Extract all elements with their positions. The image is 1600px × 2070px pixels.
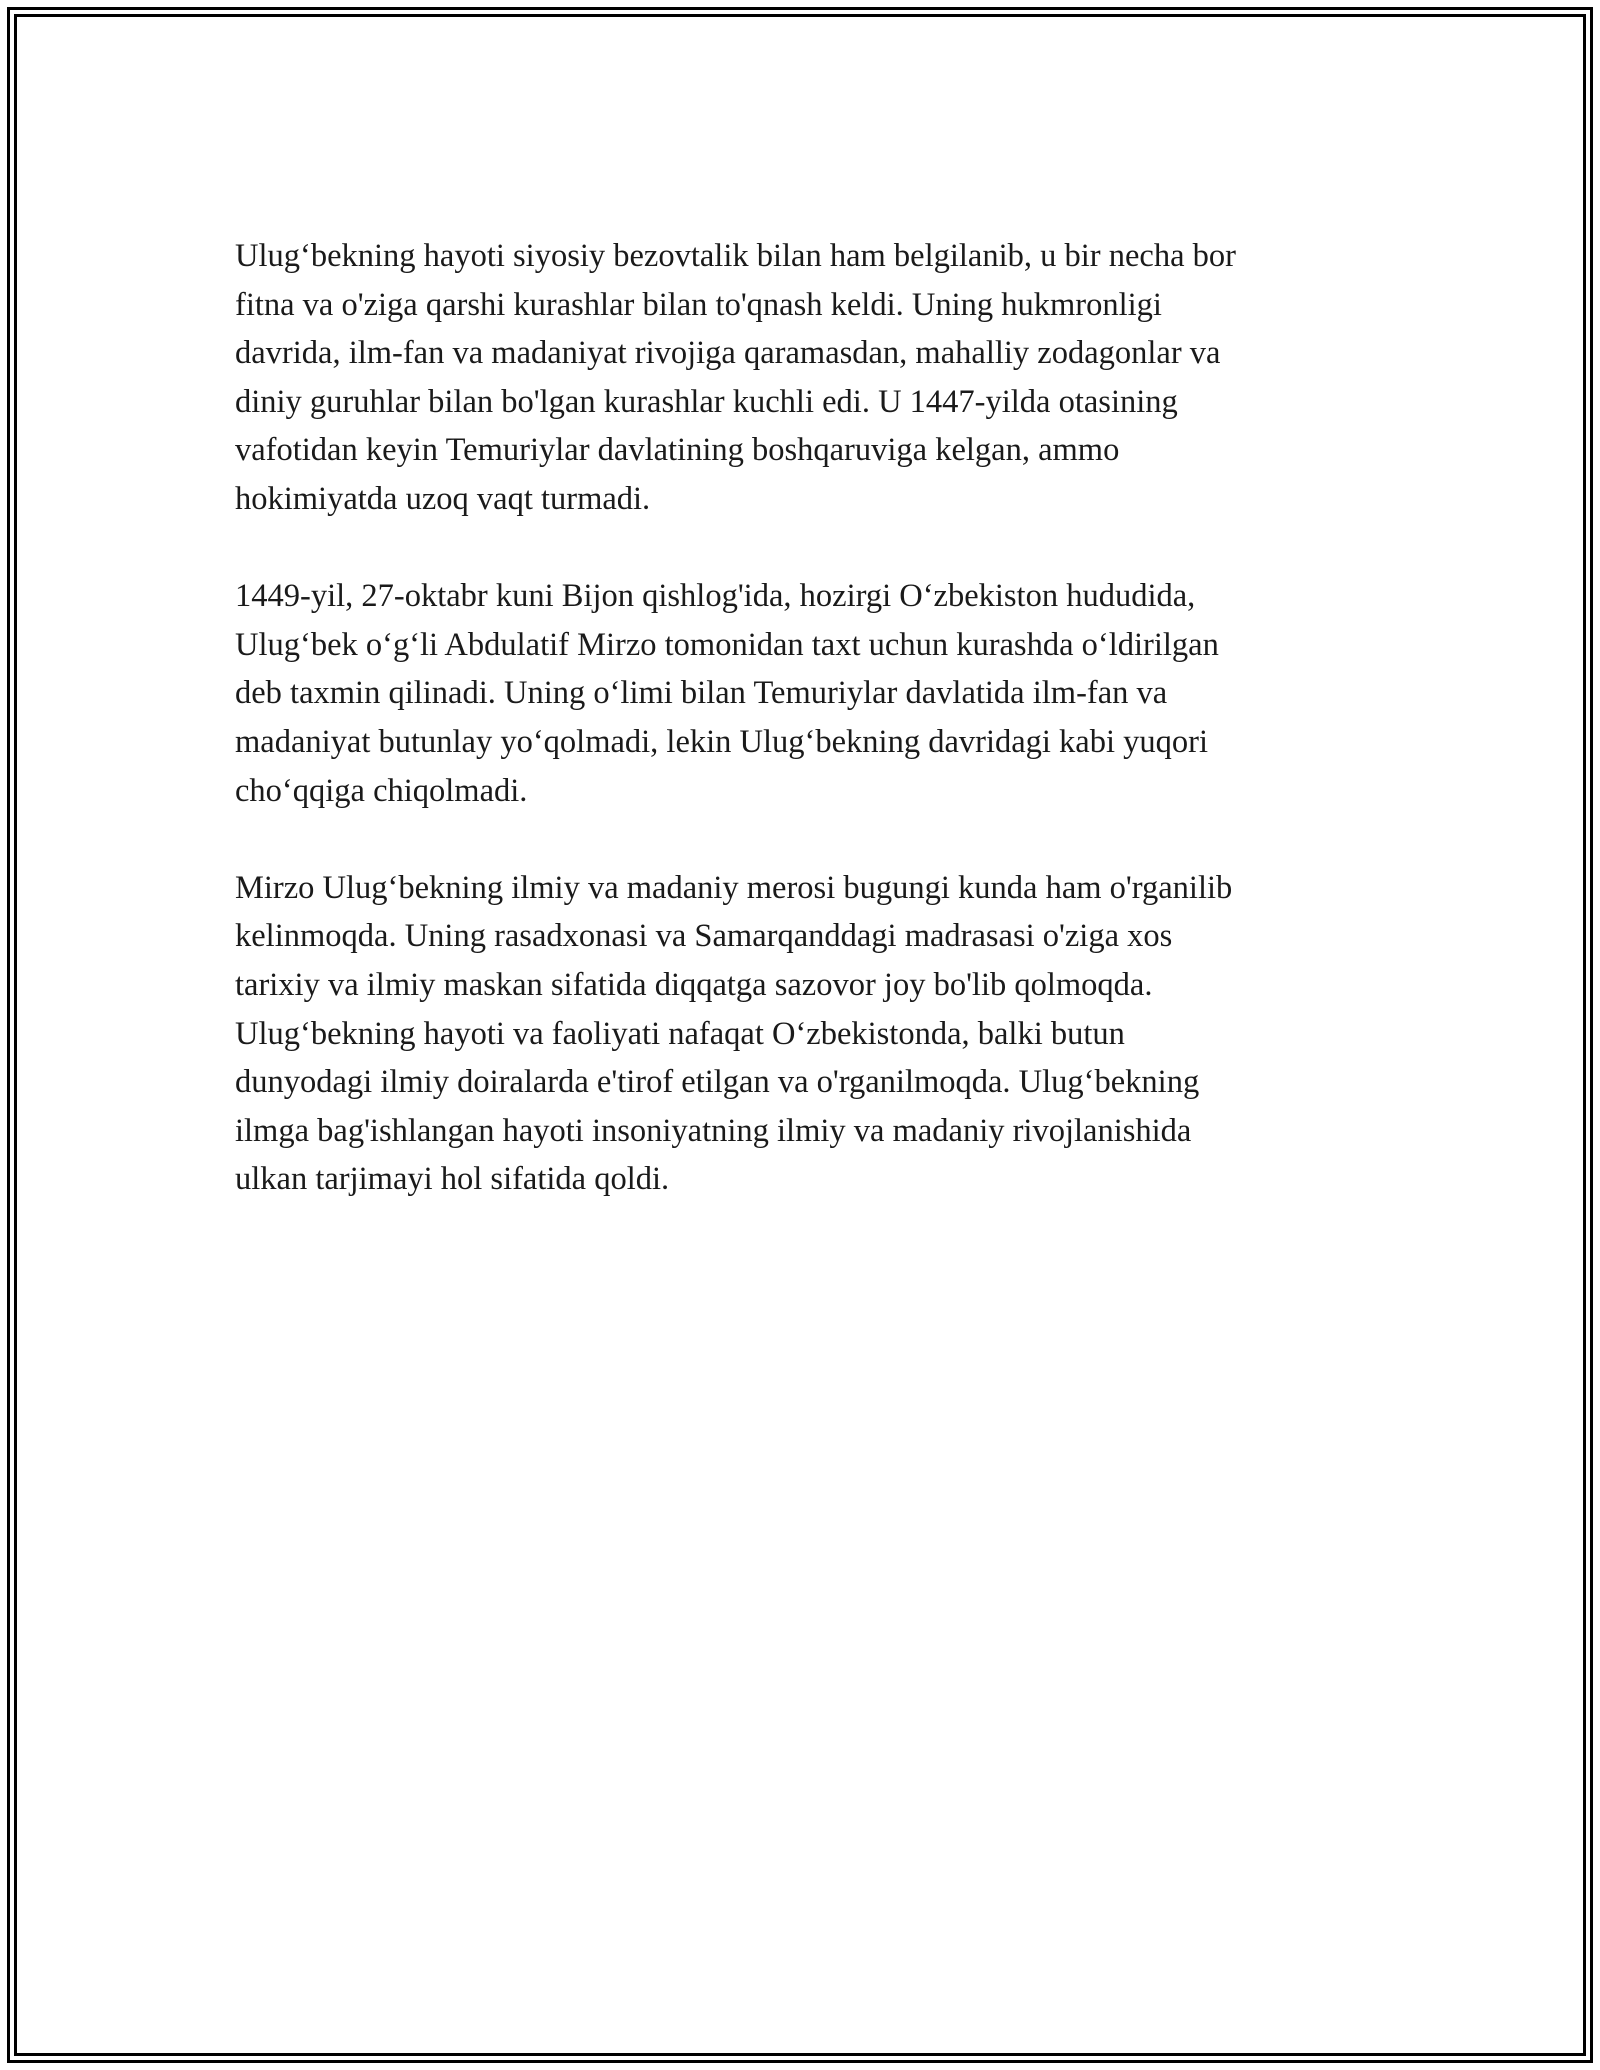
paragraph-3 xyxy=(235,864,1375,1204)
text-line: Ulug‘bekning hayoti va faoliyati nafaqat O‘zbekistonda, balki butun xyxy=(235,1015,1125,1052)
document-body xyxy=(235,232,1375,1252)
text-line: Ulug‘bek o‘g‘li Abdulatif Mirzo tomonidan taxt uchun kurashda o‘ldirilgan xyxy=(235,626,1219,663)
text-line: Ulug‘bekning hayoti siyosiy bezovtalik bilan ham belgilanib, u bir necha bor xyxy=(235,238,1236,274)
text-line: fitna va o'ziga qarshi kurashlar bilan to'qnash keldi. Uning hukmronligi xyxy=(235,286,1162,323)
text-line: madaniyat butunlay yo‘qolmadi, lekin Ulug‘bekning davridagi kabi yuqori xyxy=(235,723,1208,760)
text-line: diniy guruhlar bilan bo'lgan kurashlar kuchli edi. U 1447-yilda otasining xyxy=(235,383,1178,420)
text-line: dunyodagi ilmiy doiralarda e'tirof etilgan va o'rganilmoqda. Ulug‘bekning xyxy=(235,1064,1200,1101)
text-line: kelinmoqda. Uning rasadxonasi va Samarqanddagi madrasasi o'ziga xos xyxy=(235,918,1173,955)
paragraph-2 xyxy=(235,572,1375,815)
text-line: ulkan tarjimayi hol sifatida qoldi. xyxy=(235,1161,670,1198)
text-line: Mirzo Ulug‘bekning ilmiy va madaniy merosi bugungi kunda ham o'rganilib xyxy=(235,869,1233,906)
text-line: deb taxmin qilinadi. Uning o‘limi bilan Temuriylar davlatida ilm-fan va xyxy=(235,675,1168,712)
paragraph-1 xyxy=(235,232,1375,524)
text-line: hokimiyatda uzoq vaqt turmadi. xyxy=(235,480,651,517)
text-line: cho‘qqiga chiqolmadi. xyxy=(235,772,528,809)
text-line: 1449-yil, 27-oktabr kuni Bijon qishlog'ida, hozirgi O‘zbekiston hududida, xyxy=(235,578,1196,615)
text-line: tarixiy va ilmiy maskan sifatida diqqatga sazovor joy bo'lib qolmoqda. xyxy=(235,966,1153,1003)
text-line: davrida, ilm-fan va madaniyat rivojiga qaramasdan, mahalliy zodagonlar va xyxy=(235,335,1221,372)
text-line: vafotidan keyin Temuriylar davlatining boshqaruviga kelgan, ammo xyxy=(235,432,1120,469)
text-line: ilmga bag'ishlangan hayoti insoniyatning ilmiy va madaniy rivojlanishida xyxy=(235,1112,1192,1149)
